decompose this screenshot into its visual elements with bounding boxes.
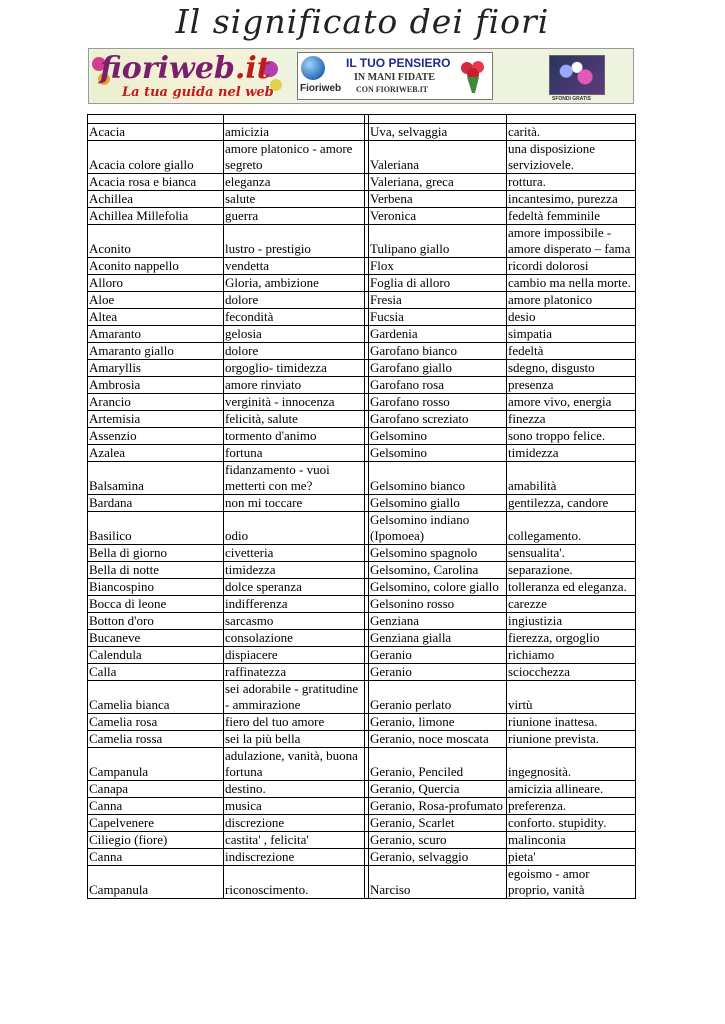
flower-name-cell: Amaranto giallo <box>88 343 224 360</box>
ad-footer: CON FIORIWEB.IT <box>356 85 429 94</box>
ad-headline: IL TUO PENSIERO <box>346 56 451 70</box>
meaning-cell: incantesimo, purezza <box>507 191 636 208</box>
flower-name-cell: Acacia <box>88 124 224 141</box>
flower-name-cell: Foglia di alloro <box>369 275 507 292</box>
flower-name-cell: Genziana <box>369 613 507 630</box>
flower-name-cell: Artemisia <box>88 411 224 428</box>
flower-name-cell: Campanula <box>88 866 224 899</box>
table-row <box>88 866 636 899</box>
flower-name-cell: Flox <box>369 258 507 275</box>
meaning-cell: orgoglio- timidezza <box>224 360 365 377</box>
meaning-cell: non mi toccare <box>224 495 365 512</box>
flower-name-cell: Gelsomino bianco <box>369 462 507 495</box>
table-row <box>88 343 636 360</box>
flower-name-cell: Canna <box>88 849 224 866</box>
meaning-cell: musica <box>224 798 365 815</box>
meaning-cell: virtù <box>507 681 636 714</box>
meaning-cell: timidezza <box>507 445 636 462</box>
meaning-cell: collegamento. <box>507 512 636 545</box>
meaning-cell: dolce speranza <box>224 579 365 596</box>
meaning-cell: eleganza <box>224 174 365 191</box>
meaning-cell: riunione prevista. <box>507 731 636 748</box>
flower-name-cell: Aconito nappello <box>88 258 224 275</box>
table-row <box>88 832 636 849</box>
meaning-cell: verginità - innocenza <box>224 394 365 411</box>
meaning-cell: vendetta <box>224 258 365 275</box>
flower-name-cell: Acacia colore giallo <box>88 141 224 174</box>
ad-brand: Fioriweb <box>300 83 342 94</box>
meaning-cell: egoismo - amor proprio, vanità <box>507 866 636 899</box>
wallpaper-thumbnail[interactable] <box>549 55 605 95</box>
table-row <box>88 225 636 258</box>
flower-name-cell: Fresia <box>369 292 507 309</box>
flower-name-cell: Valeriana <box>369 141 507 174</box>
flower-name-cell: Geranio, Rosa-profumato <box>369 798 507 815</box>
table-row <box>88 191 636 208</box>
table-row <box>88 174 636 191</box>
flower-name-cell: Verbena <box>369 191 507 208</box>
meaning-cell: sei la più bella <box>224 731 365 748</box>
meaning-cell: carezze <box>507 596 636 613</box>
flower-name-cell: Calla <box>88 664 224 681</box>
table-row <box>88 579 636 596</box>
flower-name-cell: Bucaneve <box>88 630 224 647</box>
meaning-cell: dolore <box>224 292 365 309</box>
flower-name-cell: Amaryllis <box>88 360 224 377</box>
meaning-cell: castita' , felicita' <box>224 832 365 849</box>
meaning-cell: fortuna <box>224 445 365 462</box>
table-row <box>88 596 636 613</box>
flower-name-cell: Balsamina <box>88 462 224 495</box>
meaning-cell: dolore <box>224 343 365 360</box>
meaning-cell: indifferenza <box>224 596 365 613</box>
flower-name-cell: Gelsonino rosso <box>369 596 507 613</box>
flower-name-cell: Bardana <box>88 495 224 512</box>
flower-name-cell: Canna <box>88 798 224 815</box>
flower-name-cell: Ciliegio (fiore) <box>88 832 224 849</box>
meaning-cell: riunione inattesa. <box>507 714 636 731</box>
flower-name-cell: Arancio <box>88 394 224 411</box>
flower-name-cell: Camelia rossa <box>88 731 224 748</box>
table-row <box>88 562 636 579</box>
meaning-cell: fierezza, orgoglio <box>507 630 636 647</box>
meaning-cell: odio <box>224 512 365 545</box>
meaning-cell: finezza <box>507 411 636 428</box>
table-row <box>88 275 636 292</box>
flower-name-cell: Garofano giallo <box>369 360 507 377</box>
meaning-cell: timidezza <box>224 562 365 579</box>
table-row <box>88 141 636 174</box>
flower-name-cell: Narciso <box>369 866 507 899</box>
flower-name-cell: Geranio, Quercia <box>369 781 507 798</box>
flower-name-cell: Gelsomino spagnolo <box>369 545 507 562</box>
ad-banner[interactable] <box>297 52 493 100</box>
meaning-cell: desio <box>507 309 636 326</box>
logo-wordmark <box>100 51 271 86</box>
meaning-cell <box>224 115 365 124</box>
thumbnail-caption: SFONDI GRATIS <box>552 96 591 102</box>
flower-name-cell: Acacia rosa e bianca <box>88 174 224 191</box>
table-row <box>88 115 636 124</box>
logo-tagline: La tua guida nel web <box>122 85 274 100</box>
meaning-cell: civetteria <box>224 545 365 562</box>
table-row <box>88 428 636 445</box>
table-row <box>88 208 636 225</box>
flower-name-cell: Azalea <box>88 445 224 462</box>
meaning-cell: gentilezza, candore <box>507 495 636 512</box>
logo-domain: .it <box>234 51 271 86</box>
flower-name-cell: Geranio <box>369 664 507 681</box>
meaning-cell: sei adorabile - gratitudine - ammirazione <box>224 681 365 714</box>
flower-name-cell: Geranio, Scarlet <box>369 815 507 832</box>
table-row <box>88 630 636 647</box>
table-row <box>88 798 636 815</box>
flower-name-cell: Aconito <box>88 225 224 258</box>
meaning-cell: amicizia <box>224 124 365 141</box>
table-row <box>88 258 636 275</box>
flower-name-cell: Garofano screziato <box>369 411 507 428</box>
flower-name-cell: Geranio, scuro <box>369 832 507 849</box>
meaning-cell: ricordi dolorosi <box>507 258 636 275</box>
meaning-cell: preferenza. <box>507 798 636 815</box>
meaning-cell: pieta' <box>507 849 636 866</box>
logo-brand: fioriweb <box>100 51 235 86</box>
flower-name-cell <box>369 115 507 124</box>
meaning-cell: separazione. <box>507 562 636 579</box>
flower-name-cell: Bella di giorno <box>88 545 224 562</box>
meaning-cell: fidanzamento - vuoi metterti con me? <box>224 462 365 495</box>
flower-name-cell: Geranio, Penciled <box>369 748 507 781</box>
table-row <box>88 512 636 545</box>
flower-name-cell: Geranio, limone <box>369 714 507 731</box>
flower-name-cell: Garofano rosso <box>369 394 507 411</box>
meaning-cell: presenza <box>507 377 636 394</box>
flower-name-cell: Geranio, noce moscata <box>369 731 507 748</box>
meaning-cell: tormento d'animo <box>224 428 365 445</box>
flower-name-cell: Garofano rosa <box>369 377 507 394</box>
table-row <box>88 309 636 326</box>
meaning-cell: amore platonico - amore segreto <box>224 141 365 174</box>
flower-name-cell: Camelia bianca <box>88 681 224 714</box>
meaning-cell: una disposizione serviziovele. <box>507 141 636 174</box>
meaning-cell: sciocchezza <box>507 664 636 681</box>
banner <box>88 48 634 104</box>
table-row <box>88 815 636 832</box>
flower-name-cell: Gelsomino <box>369 445 507 462</box>
table-body <box>88 115 636 899</box>
meaning-cell: sdegno, disgusto <box>507 360 636 377</box>
table-row <box>88 411 636 428</box>
flower-name-cell: Aloe <box>88 292 224 309</box>
flower-name-cell: Uva, selvaggia <box>369 124 507 141</box>
meaning-cell: amore vivo, energia <box>507 394 636 411</box>
flower-name-cell: Gelsomino giallo <box>369 495 507 512</box>
meaning-cell: cambio ma nella morte. <box>507 275 636 292</box>
meaning-cell: ingegnosità. <box>507 748 636 781</box>
table-row <box>88 445 636 462</box>
table-row <box>88 377 636 394</box>
flower-name-cell: Bocca di leone <box>88 596 224 613</box>
table-row <box>88 781 636 798</box>
flower-name-cell: Genziana gialla <box>369 630 507 647</box>
flower-name-cell: Assenzio <box>88 428 224 445</box>
flower-name-cell: Campanula <box>88 748 224 781</box>
meaning-cell: amabilità <box>507 462 636 495</box>
meaning-cell: gelosia <box>224 326 365 343</box>
flower-name-cell: Ambrosia <box>88 377 224 394</box>
flower-name-cell: Fucsia <box>369 309 507 326</box>
flower-meanings-table-wrapper <box>87 114 635 899</box>
ad-subline: IN MANI FIDATE <box>354 72 435 83</box>
table-row <box>88 326 636 343</box>
meaning-cell: malinconia <box>507 832 636 849</box>
flower-name-cell: Gelsomino, colore giallo <box>369 579 507 596</box>
table-row <box>88 664 636 681</box>
flower-name-cell: Garofano bianco <box>369 343 507 360</box>
flower-name-cell: Altea <box>88 309 224 326</box>
flower-name-cell: Camelia rosa <box>88 714 224 731</box>
meaning-cell: tolleranza ed eleganza. <box>507 579 636 596</box>
flower-name-cell: Veronica <box>369 208 507 225</box>
table-row <box>88 647 636 664</box>
flower-name-cell: Bella di notte <box>88 562 224 579</box>
table-row <box>88 714 636 731</box>
meaning-cell: sono troppo felice. <box>507 428 636 445</box>
table-row <box>88 681 636 714</box>
flower-name-cell: Achillea Millefolia <box>88 208 224 225</box>
table-row <box>88 613 636 630</box>
meaning-cell: ingiustizia <box>507 613 636 630</box>
flower-name-cell: Geranio perlato <box>369 681 507 714</box>
flower-name-cell: Gelsomino <box>369 428 507 445</box>
fioriweb-logo[interactable] <box>92 51 287 103</box>
table-row <box>88 545 636 562</box>
flower-name-cell: Gelsomino, Carolina <box>369 562 507 579</box>
flower-name-cell: Alloro <box>88 275 224 292</box>
table-row <box>88 495 636 512</box>
meaning-cell: discrezione <box>224 815 365 832</box>
meaning-cell: Gloria, ambizione <box>224 275 365 292</box>
meaning-cell: fiero del tuo amore <box>224 714 365 731</box>
table-row <box>88 360 636 377</box>
flower-name-cell: Geranio, selvaggio <box>369 849 507 866</box>
meaning-cell: carità. <box>507 124 636 141</box>
table-row <box>88 731 636 748</box>
meaning-cell <box>507 115 636 124</box>
meaning-cell: simpatia <box>507 326 636 343</box>
table-row <box>88 394 636 411</box>
flower-name-cell: Botton d'oro <box>88 613 224 630</box>
meaning-cell: fedeltà <box>507 343 636 360</box>
table-row <box>88 124 636 141</box>
meaning-cell: amore impossibile - amore disperato – fama <box>507 225 636 258</box>
meaning-cell: amore platonico <box>507 292 636 309</box>
flower-name-cell: Basilico <box>88 512 224 545</box>
flower-name-cell <box>88 115 224 124</box>
flower-name-cell: Calendula <box>88 647 224 664</box>
meaning-cell: rottura. <box>507 174 636 191</box>
meaning-cell: felicità, salute <box>224 411 365 428</box>
meaning-cell: adulazione, vanità, buona fortuna <box>224 748 365 781</box>
flower-name-cell: Achillea <box>88 191 224 208</box>
meaning-cell: destino. <box>224 781 365 798</box>
flower-name-cell: Valeriana, greca <box>369 174 507 191</box>
bouquet-icon <box>458 59 488 95</box>
meaning-cell: conforto. stupidity. <box>507 815 636 832</box>
flower-name-cell: Gardenia <box>369 326 507 343</box>
table-row <box>88 748 636 781</box>
flower-name-cell: Capelvenere <box>88 815 224 832</box>
flower-name-cell: Biancospino <box>88 579 224 596</box>
meaning-cell: fecondità <box>224 309 365 326</box>
page-title: Il significato dei fiori <box>175 2 550 41</box>
meaning-cell: riconoscimento. <box>224 866 365 899</box>
meaning-cell: dispiacere <box>224 647 365 664</box>
globe-icon <box>301 56 325 80</box>
flower-name-cell: Canapa <box>88 781 224 798</box>
table-row <box>88 462 636 495</box>
flower-name-cell: Tulipano giallo <box>369 225 507 258</box>
meaning-cell: lustro - prestigio <box>224 225 365 258</box>
meaning-cell: amicizia allineare. <box>507 781 636 798</box>
meaning-cell: amore rinviato <box>224 377 365 394</box>
meaning-cell: sarcasmo <box>224 613 365 630</box>
table-row <box>88 292 636 309</box>
table-row <box>88 849 636 866</box>
flower-meanings-table <box>87 114 636 899</box>
meaning-cell: guerra <box>224 208 365 225</box>
flower-name-cell: Amaranto <box>88 326 224 343</box>
meaning-cell: sensualita'. <box>507 545 636 562</box>
flower-name-cell: Gelsomino indiano (Ipomoea) <box>369 512 507 545</box>
meaning-cell: raffinatezza <box>224 664 365 681</box>
meaning-cell: indiscrezione <box>224 849 365 866</box>
meaning-cell: consolazione <box>224 630 365 647</box>
meaning-cell: richiamo <box>507 647 636 664</box>
meaning-cell: fedeltà femminile <box>507 208 636 225</box>
meaning-cell: salute <box>224 191 365 208</box>
flower-name-cell: Geranio <box>369 647 507 664</box>
